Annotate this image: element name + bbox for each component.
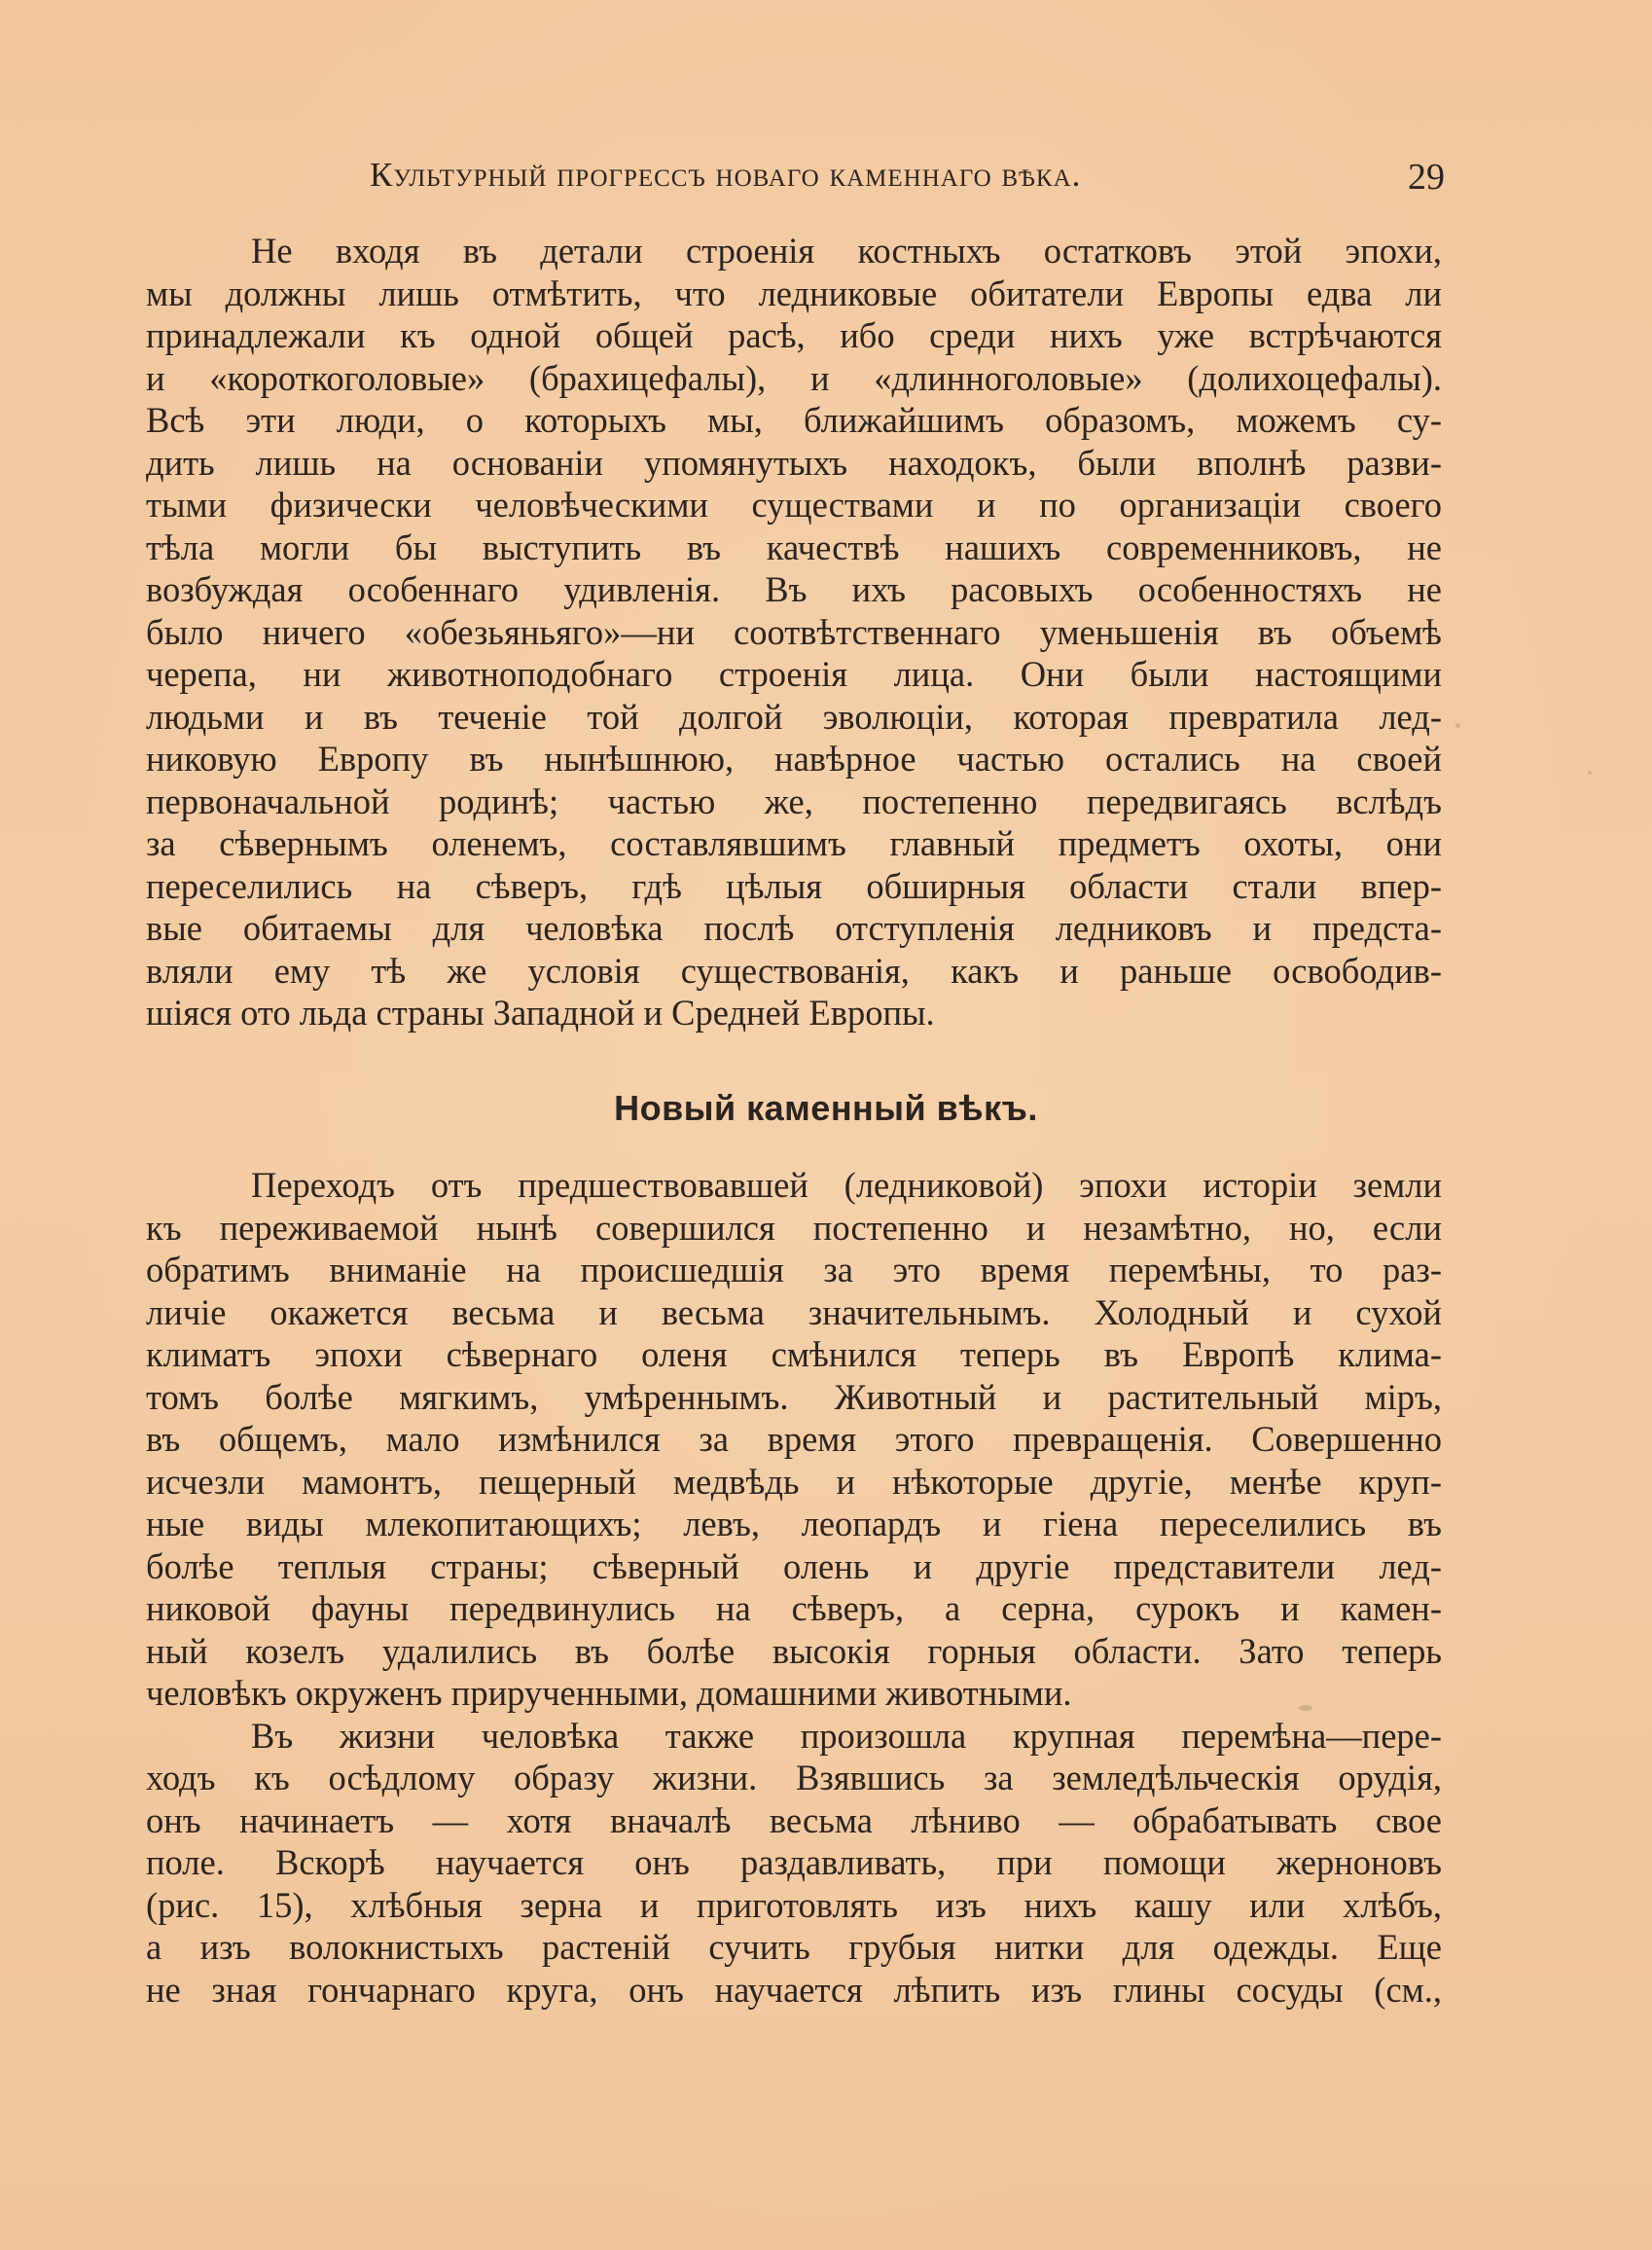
- page-number: 29: [1408, 157, 1445, 198]
- text-line: ный козелъ удалились въ болѣе высокія горныя области. Зато теперь: [146, 1630, 1442, 1671]
- text-line: климатъ эпохи сѣвернаго оленя смѣнился теперь въ Европѣ клима-: [146, 1334, 1442, 1374]
- text-line: личіе окажется весьма и весьма значительнымъ. Холодный и сухой: [146, 1291, 1442, 1332]
- text-line: вляли ему тѣ же условія существованія, какъ и раньше освободив-: [146, 950, 1442, 991]
- section-ice-age-text: [146, 230, 1442, 1034]
- text-line: вые обитаемы для человѣка послѣ отступленія ледниковъ и предста-: [146, 908, 1442, 948]
- text-line: Въ жизни человѣка также произошла крупная перемѣна—пере-: [251, 1715, 1442, 1756]
- section-heading: Новый каменный вѣкъ.: [614, 1088, 1038, 1128]
- text-line: а изъ волокнистыхъ растеній сучить грубыя нитки для одежды. Еще: [146, 1927, 1442, 1967]
- text-line: въ общемъ, мало измѣнился за время этого превращенія. Совершенно: [146, 1419, 1442, 1459]
- text-line: переселились на сѣверъ, гдѣ цѣлыя обширныя области стали впер-: [146, 865, 1442, 906]
- text-line: никовой фауны передвинулись на сѣверъ, а серна, сурокъ и камен-: [146, 1588, 1442, 1628]
- text-line: Переходъ отъ предшествовавшей (ледниковой) эпохи исторіи земли: [251, 1165, 1442, 1205]
- paper-speck: [1588, 771, 1592, 775]
- text-line: ные виды млекопитающихъ; левъ, леопардъ и гіена переселились въ: [146, 1504, 1442, 1543]
- text-line: черепа, ни животноподобнаго строенія лица. Они были настоящими: [146, 654, 1442, 694]
- text-line: первоначальной родинѣ; частью же, постепенно передвигаясь вслѣдъ: [146, 780, 1442, 821]
- paper-speck: [1299, 1705, 1312, 1711]
- text-line: мы должны лишь отмѣтить, что ледниковые обитатели Европы едва ли: [146, 272, 1442, 313]
- text-line: онъ начинаетъ — хотя вначалѣ весьма лѣниво — обрабатывать свое: [146, 1799, 1442, 1840]
- section-neolithic-text: [146, 1164, 1442, 2011]
- text-line: ходъ къ осѣдлому образу жизни. Взявшись за земледѣльческія орудія,: [146, 1758, 1442, 1797]
- text-line: тѣла могли бы выступить въ качествѣ нашихъ современниковъ, не: [146, 526, 1442, 567]
- running-title: Культурный прогрессъ новаго каменнаго вѣка.: [370, 156, 1082, 194]
- text-line: томъ болѣе мягкимъ, умѣреннымъ. Животный и растительный міръ,: [146, 1376, 1442, 1417]
- text-line: къ переживаемой нынѣ совершился постепенно и незамѣтно, но, если: [146, 1207, 1442, 1248]
- text-line: обратимъ вниманіе на происшедшія за это время перемѣны, то раз-: [146, 1250, 1442, 1289]
- text-line: принадлежали къ одной общей расѣ, ибо среди нихъ уже встрѣчаются: [146, 315, 1442, 355]
- text-line: Всѣ эти люди, о которыхъ мы, ближайшимъ образомъ, можемъ су-: [146, 400, 1442, 440]
- text-line: и «короткоголовые» (брахицефалы), и «длинноголовые» (долихоцефалы).: [146, 357, 1442, 398]
- text-line: возбуждая особеннаго удивленія. Въ ихъ расовыхъ особенностяхъ не: [146, 569, 1442, 609]
- text-line: болѣе теплыя страны; сѣверный олень и другіе представители лед-: [146, 1545, 1442, 1586]
- text-line: Не входя въ детали строенія костныхъ остатковъ этой эпохи,: [251, 231, 1442, 271]
- page-header: [370, 156, 1445, 204]
- text-line: за сѣвернымъ оленемъ, составлявшимъ главный предметъ охоты, они: [146, 823, 1442, 863]
- text-line: человѣкъ окруженъ прирученными, домашними животными.: [146, 1673, 1072, 1713]
- text-line: (рис. 15), хлѣбныя зерна и приготовлять изъ нихъ кашу или хлѣбъ,: [146, 1884, 1442, 1925]
- text-line: людьми и въ теченіе той долгой эволюціи, которая превратила лед-: [146, 696, 1442, 737]
- text-line: дить лишь на основаніи упомянутыхъ находокъ, были вполнѣ разви-: [146, 442, 1442, 483]
- text-line: никовую Европу въ нынѣшнюю, навѣрное частью остались на своей: [146, 739, 1442, 779]
- text-line: тыми физически человѣческими существами и по организаціи своего: [146, 485, 1442, 525]
- text-line: было ничего «обезьяньяго»—ни соотвѣтственнаго уменьшенія въ объемѣ: [146, 611, 1442, 652]
- text-line: исчезли мамонтъ, пещерный медвѣдь и нѣкоторые другіе, менѣе круп-: [146, 1461, 1442, 1502]
- text-line: не зная гончарнаго круга, онъ научается лѣпить изъ глины сосуды (см.,: [146, 1969, 1442, 2010]
- text-line: шіяся ото льда страны Западной и Средней Европы.: [146, 993, 935, 1033]
- text-line: поле. Вскорѣ научается онъ раздавливать, при помощи жерноновъ: [146, 1842, 1442, 1882]
- paper-speck: [1455, 723, 1460, 728]
